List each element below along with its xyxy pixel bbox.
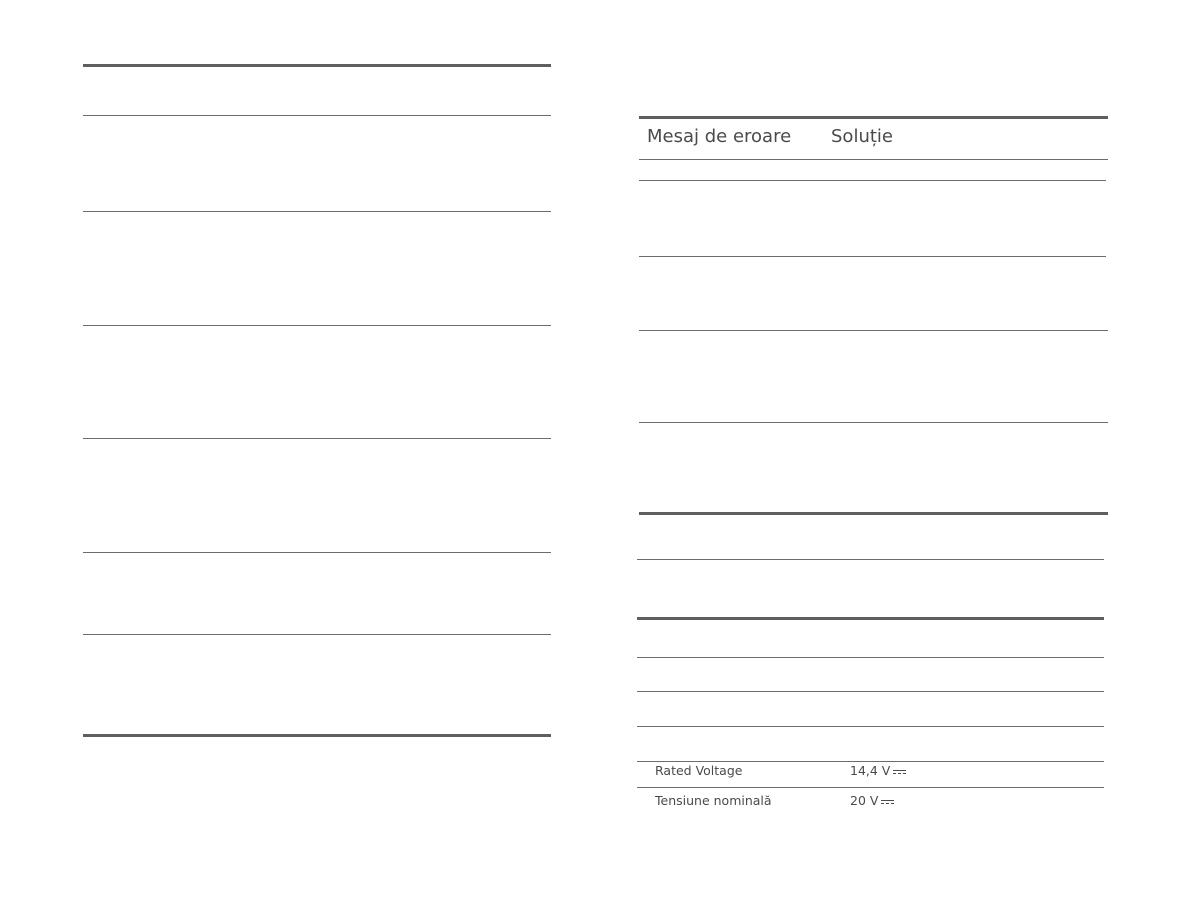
left-table-divider xyxy=(83,211,551,212)
specs-table-top-rule xyxy=(637,559,1104,560)
left-table-top-rule xyxy=(83,64,551,67)
specs-table-divider xyxy=(637,657,1104,658)
error-table-header-error-message: Mesaj de eroare xyxy=(647,126,792,147)
error-table-divider xyxy=(639,330,1108,331)
specs-table-header-rule xyxy=(637,617,1104,620)
specs-table-divider xyxy=(637,691,1104,692)
specs-table-divider xyxy=(637,787,1104,788)
left-table-bottom-rule xyxy=(83,734,551,737)
error-table-header-rule xyxy=(639,159,1108,160)
spec-label-tensiune-nominala: Tensiune nominală xyxy=(655,793,772,808)
error-table-divider xyxy=(639,256,1106,257)
left-table-divider xyxy=(83,325,551,326)
spec-value-text: 20 V xyxy=(850,793,879,808)
left-table-divider xyxy=(83,438,551,439)
error-table-top-rule xyxy=(639,116,1108,119)
error-table-divider xyxy=(639,180,1106,181)
error-table-bottom-rule xyxy=(639,512,1108,515)
left-table-divider xyxy=(83,634,551,635)
spec-value-tensiune-nominala xyxy=(850,793,894,808)
spec-label-rated-voltage: Rated Voltage xyxy=(655,763,743,778)
spec-value-text: 14,4 V xyxy=(850,763,891,778)
dc-symbol-icon xyxy=(893,770,906,776)
error-table-divider xyxy=(639,422,1108,423)
specs-table-divider xyxy=(637,726,1104,727)
left-table-divider xyxy=(83,552,551,553)
dc-symbol-icon xyxy=(881,800,894,806)
error-table-header-solution: Soluție xyxy=(831,126,893,147)
specs-table-divider xyxy=(637,761,1104,762)
spec-value-rated-voltage xyxy=(850,763,906,778)
left-table-divider xyxy=(83,115,551,116)
